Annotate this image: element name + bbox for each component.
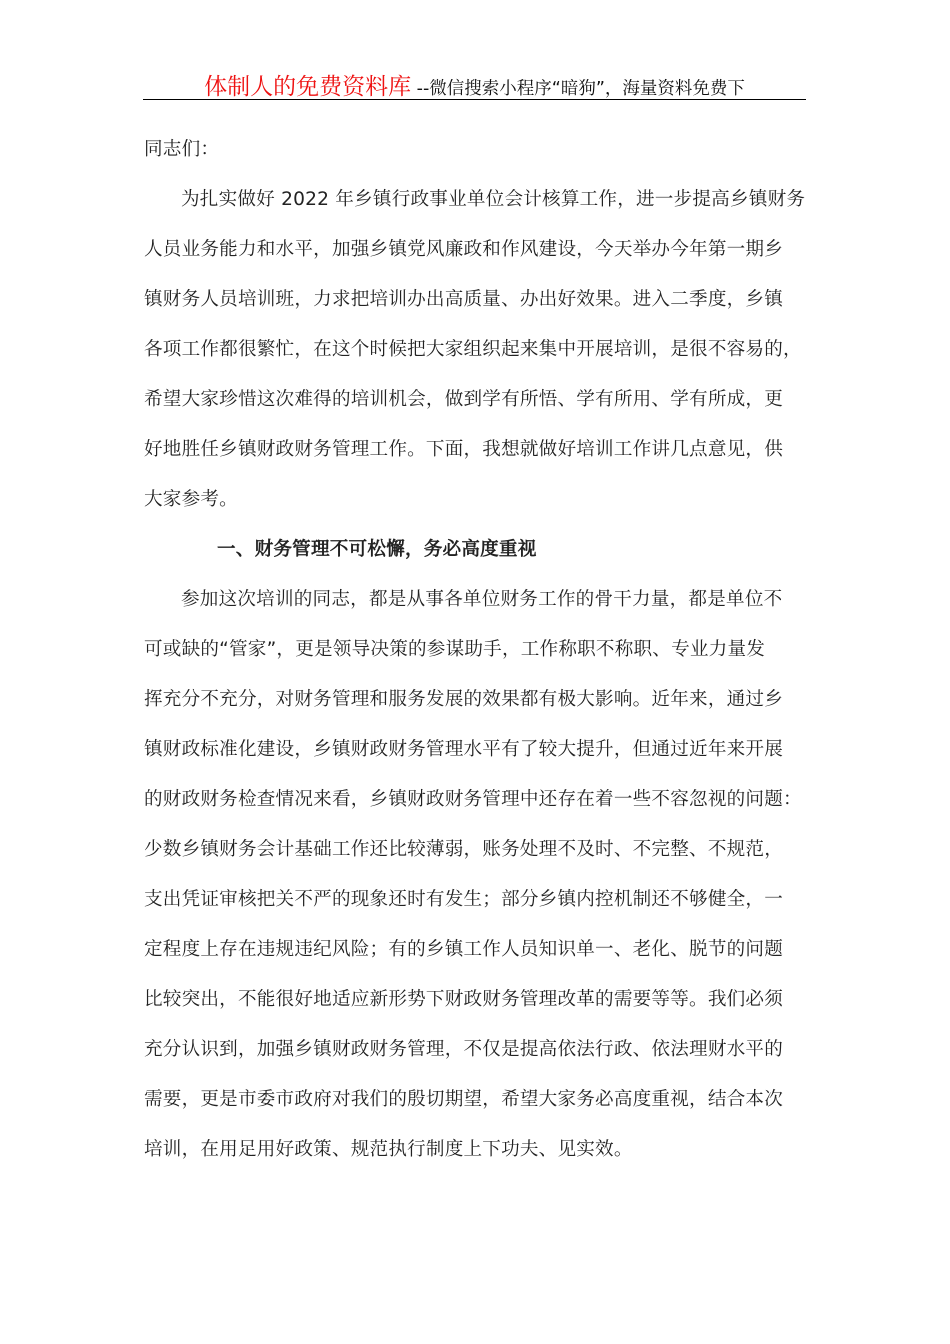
paragraph-line: 希望大家珍惜这次难得的培训机会，做到学有所悟、学有所用、学有所成，更 bbox=[144, 389, 783, 410]
paragraph-line: 挥充分不充分，对财务管理和服务发展的效果都有极大影响。近年来，通过乡 bbox=[144, 689, 783, 710]
paragraph-line: 为扎实做好 2022 年乡镇行政事业单位会计核算工作，进一步提高乡镇财务 bbox=[181, 189, 806, 210]
header-tagline: --微信搜索小程序“暗狗”，海量资料免费下 bbox=[411, 79, 745, 99]
paragraph-line: 镇财务人员培训班，力求把培训办出高质量、办出好效果。进入二季度，乡镇 bbox=[144, 289, 783, 310]
paragraph-line: 参加这次培训的同志，都是从事各单位财务工作的骨干力量，都是单位不 bbox=[181, 589, 783, 610]
paragraph-line: 充分认识到，加强乡镇财政财务管理，不仅是提高依法行政、依法理财水平的 bbox=[144, 1039, 783, 1060]
paragraph-line: 大家参考。 bbox=[144, 489, 238, 510]
paragraph-line: 各项工作都很繁忙，在这个时候把大家组织起来集中开展培训，是很不容易的， bbox=[144, 339, 802, 360]
paragraph-line: 定程度上存在违规违纪风险；有的乡镇工作人员知识单一、老化、脱节的问题 bbox=[144, 939, 783, 960]
paragraph-line: 的财政财务检查情况来看，乡镇财政财务管理中还存在着一些不容忽视的问题： bbox=[144, 789, 802, 810]
paragraph-line: 可或缺的“管家”，更是领导决策的参谋助手，工作称职不称职、专业力量发 bbox=[144, 639, 766, 660]
paragraph-1 bbox=[144, 181, 806, 531]
paragraph-line: 好地胜任乡镇财政财务管理工作。下面，我想就做好培训工作讲几点意见，供 bbox=[144, 439, 783, 460]
section-heading: 一、财务管理不可松懈，务必高度重视 bbox=[217, 539, 537, 560]
page-header bbox=[143, 68, 806, 100]
salutation: 同志们： bbox=[144, 139, 220, 160]
paragraph-line: 比较突出，不能很好地适应新形势下财政财务管理改革的需要等等。我们必须 bbox=[144, 989, 783, 1010]
paragraph-line: 少数乡镇财务会计基础工作还比较薄弱，账务处理不及时、不完整、不规范， bbox=[144, 839, 783, 860]
header-brand: 体制人的免费资料库 bbox=[204, 74, 412, 100]
paragraph-line: 培训，在用足用好政策、规范执行制度上下功夫、见实效。 bbox=[144, 1139, 633, 1160]
paragraph-line: 需要，更是市委市政府对我们的殷切期望，希望大家务必高度重视，结合本次 bbox=[144, 1089, 783, 1110]
paragraph-line: 镇财政标准化建设，乡镇财政财务管理水平有了较大提升，但通过近年来开展 bbox=[144, 739, 783, 760]
document-body bbox=[144, 131, 806, 1181]
paragraph-line: 人员业务能力和水平，加强乡镇党风廉政和作风建设，今天举办今年第一期乡 bbox=[144, 239, 783, 260]
paragraph-line: 支出凭证审核把关不严的现象还时有发生；部分乡镇内控机制还不够健全，一 bbox=[144, 889, 783, 910]
paragraph-2 bbox=[144, 581, 806, 1181]
